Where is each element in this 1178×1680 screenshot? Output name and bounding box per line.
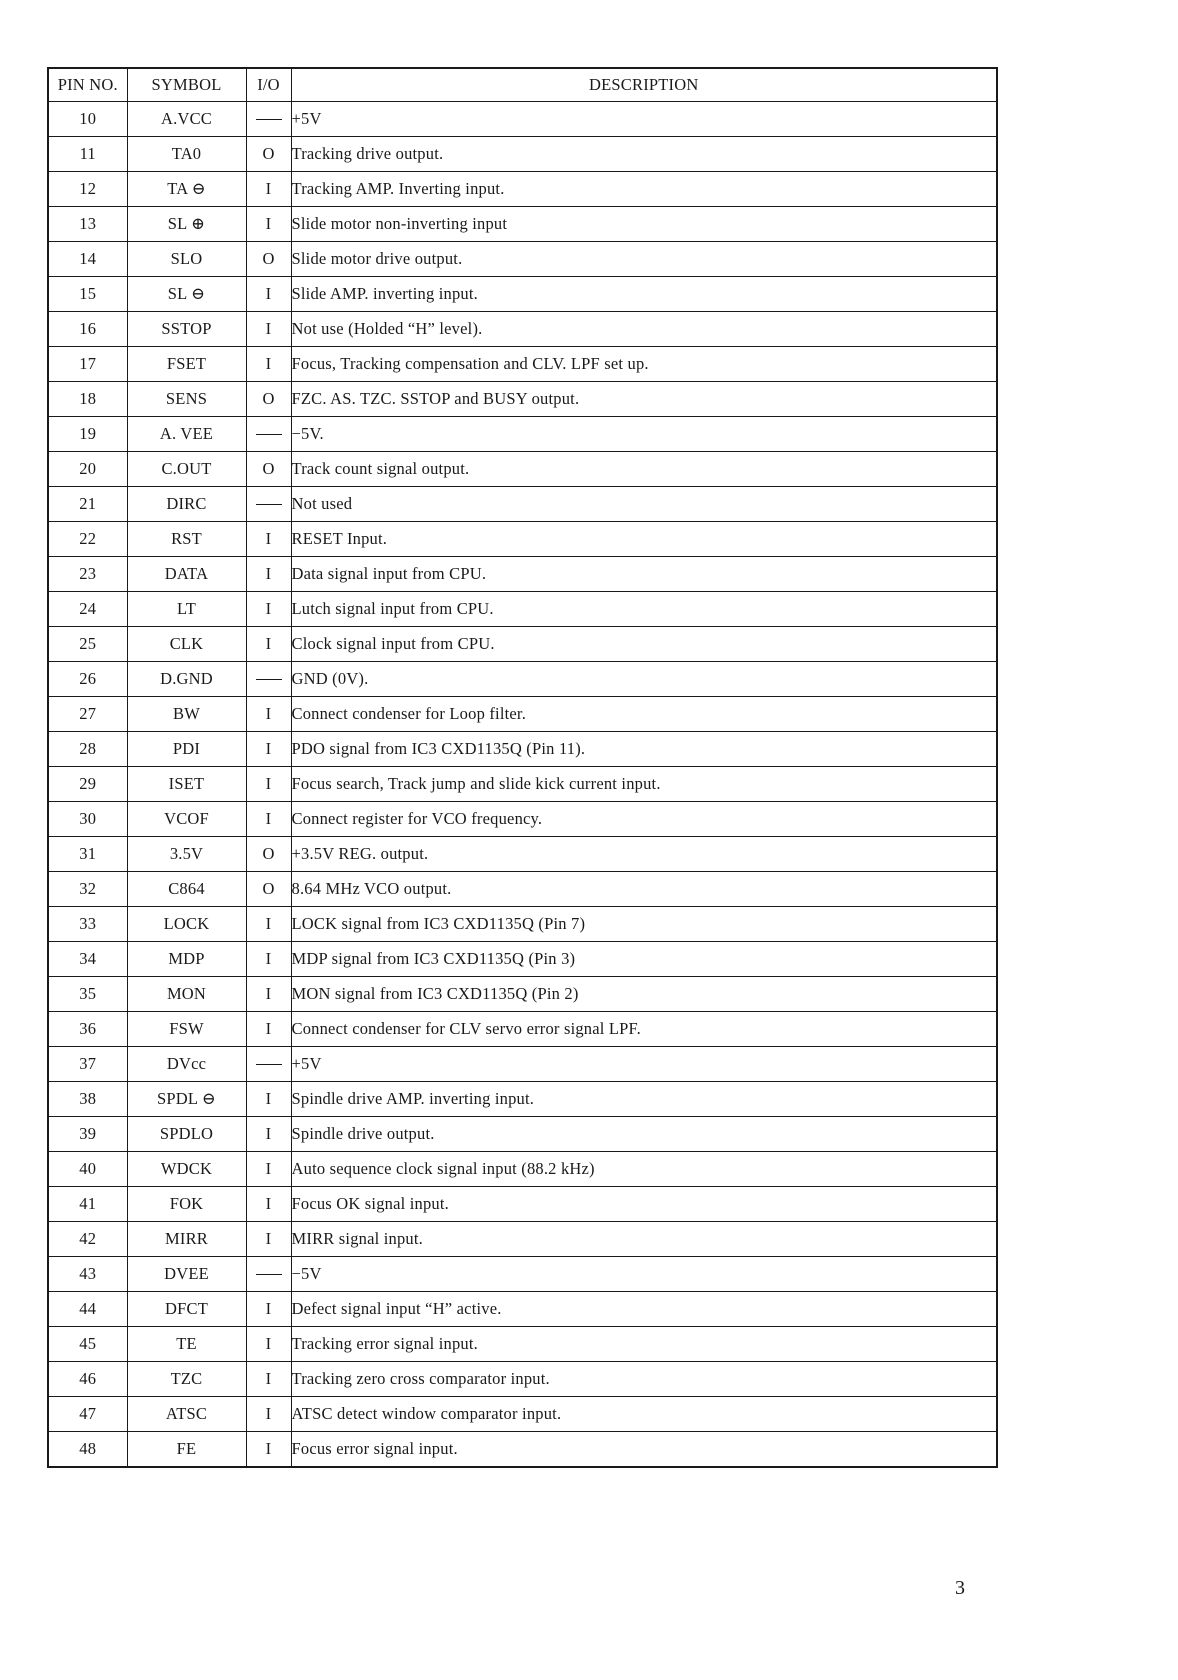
- io-cell: I: [246, 1222, 291, 1257]
- table-row: [48, 487, 997, 522]
- table-row: [48, 312, 997, 347]
- symbol-cell: TA0: [127, 137, 246, 172]
- symbol-cell: FSW: [127, 1012, 246, 1047]
- description-cell: +3.5V REG. output.: [291, 837, 997, 872]
- table-row: [48, 837, 997, 872]
- io-cell: [246, 102, 291, 137]
- symbol-cell: SL ⊕: [127, 207, 246, 242]
- pin-number-cell: 33: [48, 907, 127, 942]
- symbol-cell: TA ⊖: [127, 172, 246, 207]
- io-cell: I: [246, 697, 291, 732]
- io-cell: [246, 417, 291, 452]
- description-cell: −5V: [291, 1257, 997, 1292]
- symbol-cell: MIRR: [127, 1222, 246, 1257]
- description-cell: Slide motor drive output.: [291, 242, 997, 277]
- io-cell: I: [246, 172, 291, 207]
- pin-number-cell: 45: [48, 1327, 127, 1362]
- table-row: [48, 907, 997, 942]
- table-row: [48, 1047, 997, 1082]
- pin-number-cell: 20: [48, 452, 127, 487]
- io-cell: O: [246, 452, 291, 487]
- table-row: [48, 102, 997, 137]
- io-cell: O: [246, 872, 291, 907]
- table-row: [48, 557, 997, 592]
- description-cell: Focus search, Track jump and slide kick current input.: [291, 767, 997, 802]
- pin-number-cell: 48: [48, 1432, 127, 1468]
- pin-number-cell: 29: [48, 767, 127, 802]
- pin-number-cell: 19: [48, 417, 127, 452]
- table-row: [48, 1257, 997, 1292]
- symbol-cell: TE: [127, 1327, 246, 1362]
- no-io-dash: [256, 1274, 282, 1275]
- symbol-cell: DVcc: [127, 1047, 246, 1082]
- symbol-cell: A. VEE: [127, 417, 246, 452]
- io-cell: I: [246, 1082, 291, 1117]
- pin-number-cell: 11: [48, 137, 127, 172]
- symbol-cell: MDP: [127, 942, 246, 977]
- description-cell: MIRR signal input.: [291, 1222, 997, 1257]
- io-cell: I: [246, 977, 291, 1012]
- description-cell: GND (0V).: [291, 662, 997, 697]
- symbol-cell: SENS: [127, 382, 246, 417]
- pin-number-cell: 27: [48, 697, 127, 732]
- symbol-cell: SPDLO: [127, 1117, 246, 1152]
- description-cell: Auto sequence clock signal input (88.2 kHz): [291, 1152, 997, 1187]
- symbol-cell: C.OUT: [127, 452, 246, 487]
- pin-number-cell: 30: [48, 802, 127, 837]
- symbol-cell: DFCT: [127, 1292, 246, 1327]
- no-io-dash: [256, 119, 282, 120]
- symbol-cell: DVEE: [127, 1257, 246, 1292]
- pin-number-cell: 41: [48, 1187, 127, 1222]
- io-cell: I: [246, 732, 291, 767]
- io-cell: [246, 487, 291, 522]
- no-io-dash: [256, 1064, 282, 1065]
- symbol-cell: DIRC: [127, 487, 246, 522]
- page-number: 3: [955, 1577, 965, 1599]
- description-cell: Connect condenser for Loop filter.: [291, 697, 997, 732]
- io-cell: I: [246, 347, 291, 382]
- io-cell: I: [246, 942, 291, 977]
- table-row: [48, 347, 997, 382]
- io-cell: [246, 1257, 291, 1292]
- no-io-dash: [256, 679, 282, 680]
- table-row: [48, 382, 997, 417]
- symbol-cell: RST: [127, 522, 246, 557]
- io-cell: I: [246, 907, 291, 942]
- description-cell: Tracking drive output.: [291, 137, 997, 172]
- description-cell: Defect signal input “H” active.: [291, 1292, 997, 1327]
- io-cell: I: [246, 1012, 291, 1047]
- symbol-cell: ATSC: [127, 1397, 246, 1432]
- table-row: [48, 662, 997, 697]
- description-cell: RESET Input.: [291, 522, 997, 557]
- symbol-cell: FE: [127, 1432, 246, 1468]
- pin-description-table: [47, 67, 998, 1468]
- table-row: [48, 1327, 997, 1362]
- description-cell: Tracking error signal input.: [291, 1327, 997, 1362]
- table-row: [48, 137, 997, 172]
- symbol-cell: LOCK: [127, 907, 246, 942]
- symbol-cell: TZC: [127, 1362, 246, 1397]
- table-row: [48, 1222, 997, 1257]
- symbol-cell: D.GND: [127, 662, 246, 697]
- pin-number-cell: 15: [48, 277, 127, 312]
- io-cell: I: [246, 277, 291, 312]
- table-row: [48, 592, 997, 627]
- symbol-cell: FOK: [127, 1187, 246, 1222]
- pin-number-cell: 46: [48, 1362, 127, 1397]
- pin-number-cell: 14: [48, 242, 127, 277]
- description-cell: LOCK signal from IC3 CXD1135Q (Pin 7): [291, 907, 997, 942]
- io-cell: I: [246, 1327, 291, 1362]
- header-row: [48, 68, 997, 102]
- pin-number-cell: 24: [48, 592, 127, 627]
- description-cell: MON signal from IC3 CXD1135Q (Pin 2): [291, 977, 997, 1012]
- header-pin-no: PIN NO.: [48, 68, 127, 102]
- table-row: [48, 277, 997, 312]
- description-cell: PDO signal from IC3 CXD1135Q (Pin 11).: [291, 732, 997, 767]
- description-cell: Focus, Tracking compensation and CLV. LPF set up.: [291, 347, 997, 382]
- symbol-cell: SSTOP: [127, 312, 246, 347]
- pin-number-cell: 18: [48, 382, 127, 417]
- io-cell: I: [246, 1292, 291, 1327]
- description-cell: 8.64 MHz VCO output.: [291, 872, 997, 907]
- table-row: [48, 627, 997, 662]
- table-row: [48, 697, 997, 732]
- pin-number-cell: 37: [48, 1047, 127, 1082]
- table-row: [48, 1292, 997, 1327]
- symbol-cell: PDI: [127, 732, 246, 767]
- pin-number-cell: 44: [48, 1292, 127, 1327]
- symbol-cell: SL ⊖: [127, 277, 246, 312]
- io-cell: I: [246, 557, 291, 592]
- table-row: [48, 242, 997, 277]
- header-io: I/O: [246, 68, 291, 102]
- table-row: [48, 872, 997, 907]
- pin-number-cell: 13: [48, 207, 127, 242]
- description-cell: MDP signal from IC3 CXD1135Q (Pin 3): [291, 942, 997, 977]
- pin-number-cell: 25: [48, 627, 127, 662]
- symbol-cell: WDCK: [127, 1152, 246, 1187]
- description-cell: Tracking AMP. Inverting input.: [291, 172, 997, 207]
- table-row: [48, 207, 997, 242]
- table-row: [48, 1187, 997, 1222]
- table-row: [48, 1432, 997, 1468]
- io-cell: O: [246, 137, 291, 172]
- symbol-cell: BW: [127, 697, 246, 732]
- io-cell: [246, 1047, 291, 1082]
- description-cell: Slide AMP. inverting input.: [291, 277, 997, 312]
- pin-number-cell: 26: [48, 662, 127, 697]
- pin-number-cell: 23: [48, 557, 127, 592]
- pin-number-cell: 36: [48, 1012, 127, 1047]
- no-io-dash: [256, 504, 282, 505]
- symbol-cell: FSET: [127, 347, 246, 382]
- pin-number-cell: 42: [48, 1222, 127, 1257]
- table-row: [48, 172, 997, 207]
- symbol-cell: SPDL ⊖: [127, 1082, 246, 1117]
- pin-number-cell: 17: [48, 347, 127, 382]
- table-row: [48, 1397, 997, 1432]
- io-cell: I: [246, 207, 291, 242]
- description-cell: Lutch signal input from CPU.: [291, 592, 997, 627]
- description-cell: ATSC detect window comparator input.: [291, 1397, 997, 1432]
- table-row: [48, 977, 997, 1012]
- pin-number-cell: 12: [48, 172, 127, 207]
- table-header: [48, 68, 997, 102]
- description-cell: −5V.: [291, 417, 997, 452]
- pin-number-cell: 16: [48, 312, 127, 347]
- description-cell: Connect condenser for CLV servo error signal LPF.: [291, 1012, 997, 1047]
- header-description: DESCRIPTION: [291, 68, 997, 102]
- pin-number-cell: 31: [48, 837, 127, 872]
- symbol-cell: 3.5V: [127, 837, 246, 872]
- io-cell: [246, 662, 291, 697]
- pin-number-cell: 35: [48, 977, 127, 1012]
- io-cell: I: [246, 1362, 291, 1397]
- pin-number-cell: 10: [48, 102, 127, 137]
- io-cell: I: [246, 592, 291, 627]
- pin-number-cell: 38: [48, 1082, 127, 1117]
- description-cell: Track count signal output.: [291, 452, 997, 487]
- io-cell: O: [246, 837, 291, 872]
- io-cell: I: [246, 627, 291, 662]
- symbol-cell: ISET: [127, 767, 246, 802]
- io-cell: I: [246, 1152, 291, 1187]
- io-cell: I: [246, 1117, 291, 1152]
- description-cell: Clock signal input from CPU.: [291, 627, 997, 662]
- table-row: [48, 1362, 997, 1397]
- io-cell: I: [246, 312, 291, 347]
- table-body: [48, 102, 997, 1468]
- table-row: [48, 1152, 997, 1187]
- symbol-cell: MON: [127, 977, 246, 1012]
- pin-number-cell: 39: [48, 1117, 127, 1152]
- symbol-cell: CLK: [127, 627, 246, 662]
- symbol-cell: SLO: [127, 242, 246, 277]
- symbol-cell: VCOF: [127, 802, 246, 837]
- table-row: [48, 452, 997, 487]
- io-cell: I: [246, 767, 291, 802]
- io-cell: I: [246, 1187, 291, 1222]
- io-cell: I: [246, 522, 291, 557]
- io-cell: O: [246, 242, 291, 277]
- pin-number-cell: 32: [48, 872, 127, 907]
- no-io-dash: [256, 434, 282, 435]
- description-cell: Not use (Holded “H” level).: [291, 312, 997, 347]
- description-cell: Slide motor non-inverting input: [291, 207, 997, 242]
- table-row: [48, 1117, 997, 1152]
- description-cell: Data signal input from CPU.: [291, 557, 997, 592]
- description-cell: Focus error signal input.: [291, 1432, 997, 1468]
- description-cell: Tracking zero cross comparator input.: [291, 1362, 997, 1397]
- symbol-cell: LT: [127, 592, 246, 627]
- description-cell: +5V: [291, 102, 997, 137]
- pin-number-cell: 22: [48, 522, 127, 557]
- symbol-cell: DATA: [127, 557, 246, 592]
- table-row: [48, 802, 997, 837]
- description-cell: Connect register for VCO frequency.: [291, 802, 997, 837]
- pin-number-cell: 47: [48, 1397, 127, 1432]
- description-cell: Focus OK signal input.: [291, 1187, 997, 1222]
- io-cell: I: [246, 1432, 291, 1468]
- pin-number-cell: 21: [48, 487, 127, 522]
- header-symbol: SYMBOL: [127, 68, 246, 102]
- table-row: [48, 942, 997, 977]
- table-row: [48, 1082, 997, 1117]
- symbol-cell: A.VCC: [127, 102, 246, 137]
- table-row: [48, 417, 997, 452]
- description-cell: Spindle drive AMP. inverting input.: [291, 1082, 997, 1117]
- description-cell: Spindle drive output.: [291, 1117, 997, 1152]
- pin-number-cell: 40: [48, 1152, 127, 1187]
- pin-number-cell: 34: [48, 942, 127, 977]
- pin-number-cell: 43: [48, 1257, 127, 1292]
- symbol-cell: C864: [127, 872, 246, 907]
- description-cell: FZC. AS. TZC. SSTOP and BUSY output.: [291, 382, 997, 417]
- io-cell: I: [246, 802, 291, 837]
- description-cell: +5V: [291, 1047, 997, 1082]
- table-row: [48, 732, 997, 767]
- io-cell: O: [246, 382, 291, 417]
- table-row: [48, 767, 997, 802]
- table-row: [48, 522, 997, 557]
- description-cell: Not used: [291, 487, 997, 522]
- io-cell: I: [246, 1397, 291, 1432]
- table-row: [48, 1012, 997, 1047]
- pin-number-cell: 28: [48, 732, 127, 767]
